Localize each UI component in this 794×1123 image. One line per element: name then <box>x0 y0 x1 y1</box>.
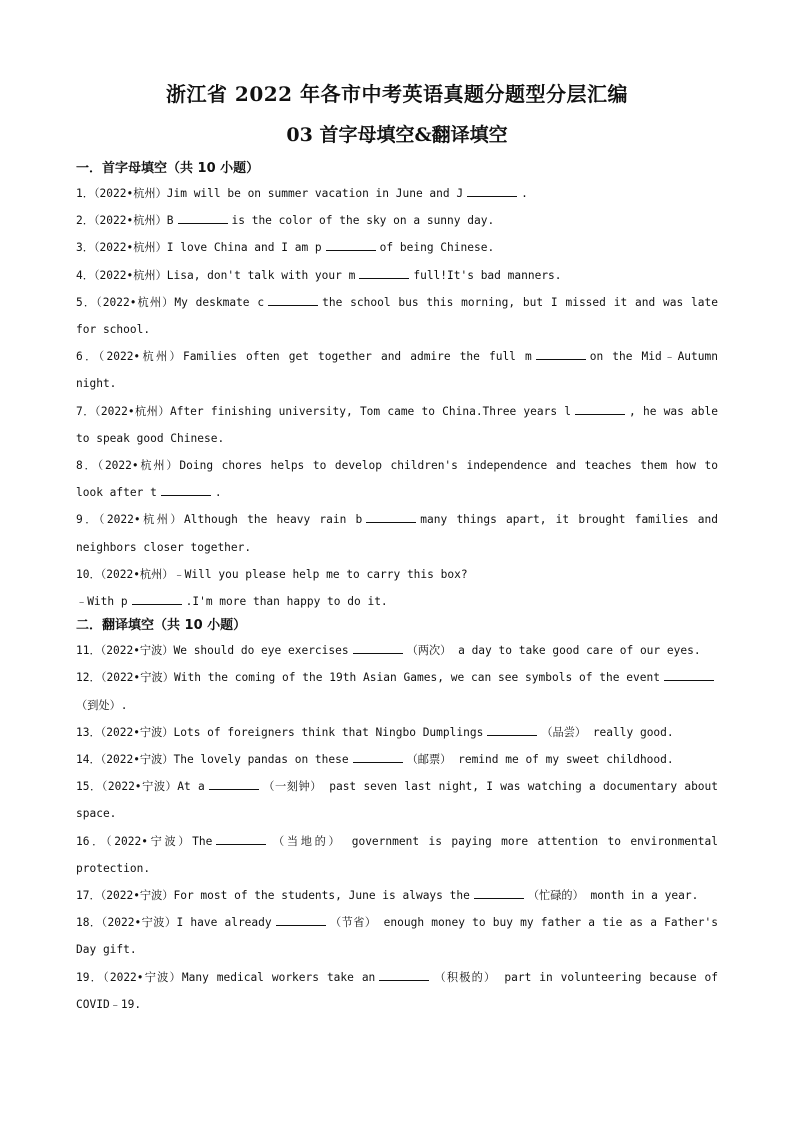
document-subtitle: 03 首字母填空&翻译填空 <box>286 124 508 146</box>
question-text: 2．（2022•杭州）B <box>76 214 174 228</box>
question-item <box>76 207 718 234</box>
question-text-after: （两次） a day to take good care of our eyes. <box>406 644 701 658</box>
answer-blank[interactable] <box>536 349 586 360</box>
question-text: 7．（2022•杭州）After finishing university, Tom came to China.Three years l <box>76 404 572 418</box>
question-item <box>76 882 718 909</box>
question-text: 13．（2022•宁波）Lots of foreigners think that Ningbo Dumplings <box>76 725 484 739</box>
question-item <box>76 561 718 615</box>
answer-blank[interactable] <box>178 213 228 224</box>
question-text-after: （节省） enough money to buy my father a tie as a Father's Day gift. <box>76 916 718 957</box>
section-heading: 一．首字母填空（共 10 小题） <box>76 161 260 176</box>
answer-blank[interactable] <box>161 485 211 496</box>
document-title: 浙江省 2022 年各市中考英语真题分题型分层汇编 <box>165 82 629 106</box>
question-text-after: , he was able to speak good Chinese. <box>76 404 718 445</box>
question-text-after: （一刻钟） past seven last night, I was watching a documentary about space. <box>76 780 719 821</box>
question-text: 12．（2022•宁波）With the coming of the 19th Asian Games, we can see symbols of the event <box>76 671 660 685</box>
question-item <box>76 664 718 718</box>
question-text: 17．（2022•宁波）For most of the students, June is always the <box>76 889 470 903</box>
question-text-after: is the color of the sky on a sunny day. <box>231 214 495 228</box>
question-text-after: （忙碌的） month in a year. <box>527 889 699 903</box>
answer-blank[interactable] <box>268 295 318 306</box>
question-item <box>76 343 718 397</box>
question-text-after: （邮票） remind me of my sweet childhood. <box>406 753 674 767</box>
question-text: 19．（2022•宁波）Many medical workers take an <box>76 970 376 984</box>
question-text-after: many things apart, it brought families and neighbors closer together. <box>76 513 718 554</box>
answer-blank[interactable] <box>664 670 714 681</box>
question-text-after: （到处）. <box>76 698 128 712</box>
question-text-after: full!It's bad manners. <box>413 268 562 282</box>
answer-blank[interactable] <box>216 834 266 845</box>
question-text-after: （积极的） part in volunteering because of COVID﹣19. <box>76 970 718 1011</box>
question-text: 16．（2022•宁波）The <box>76 834 213 848</box>
answer-blank[interactable] <box>132 594 182 605</box>
question-item <box>76 289 718 343</box>
question-item <box>76 262 718 289</box>
answer-blank[interactable] <box>474 888 524 899</box>
question-text: 11．（2022•宁波）We should do eye exercises <box>76 644 349 658</box>
question-text: 14．（2022•宁波）The lovely pandas on these <box>76 753 349 767</box>
question-text: 8．（2022•杭州）Doing chores helps to develop children's independence and teaches them how to look after t <box>76 459 718 500</box>
question-text-after: of being Chinese. <box>379 241 495 255</box>
question-text: 4．（2022•杭州）Lisa, don't talk with your m <box>76 268 356 282</box>
answer-blank[interactable] <box>353 643 403 654</box>
answer-blank[interactable] <box>487 725 537 736</box>
question-text-after: . <box>214 486 222 500</box>
question-item <box>76 398 718 452</box>
question-text: ﹣With p <box>76 595 128 609</box>
question-text-after: .I'm more than happy to do it. <box>185 595 388 609</box>
answer-blank[interactable] <box>353 752 403 763</box>
question-item <box>76 773 718 827</box>
question-text: 15．（2022•宁波）At a <box>76 780 205 794</box>
question-item <box>76 964 718 1018</box>
answer-blank[interactable] <box>326 240 376 251</box>
answer-blank[interactable] <box>575 404 625 415</box>
question-item <box>76 909 718 963</box>
question-text: 1．（2022•杭州）Jim will be on summer vacation in June and J <box>76 187 464 200</box>
answer-blank[interactable] <box>379 970 429 981</box>
answer-blank[interactable] <box>276 915 326 926</box>
question-text: 6．（2022•杭州）Families often get together and admire the full m <box>76 350 532 364</box>
answer-blank[interactable] <box>366 512 416 523</box>
question-item <box>76 637 718 664</box>
question-text-after: on the Mid﹣Autumn night. <box>76 350 718 391</box>
answer-blank[interactable] <box>467 186 517 197</box>
question-item <box>76 506 718 560</box>
question-item <box>76 180 718 207</box>
question-text-after: the school bus this morning, but I missed it and was late for school. <box>76 295 719 337</box>
answer-blank[interactable] <box>209 779 259 790</box>
question-text-after: （当地的） government is paying more attention to environmental protection. <box>76 834 718 875</box>
question-text: 18．（2022•宁波）I have already <box>76 916 272 930</box>
section-heading: 二．翻译填空（共 10 小题） <box>76 618 247 634</box>
question-text-after: . <box>521 187 528 200</box>
question-item <box>76 719 718 746</box>
question-text: 9．（2022•杭州）Although the heavy rain b <box>76 513 363 527</box>
question-text: 10．（2022•杭州）﹣Will you please help me to carry this box? <box>76 567 468 581</box>
answer-blank[interactable] <box>359 268 409 279</box>
question-text: 3．（2022•杭州）I love China and I am p <box>76 241 322 255</box>
question-text: 5．（2022•杭州）My deskmate c <box>76 295 265 309</box>
question-item <box>76 828 718 882</box>
question-text-after: （品尝） really good. <box>541 725 674 739</box>
question-item <box>76 452 718 506</box>
question-item <box>76 234 718 261</box>
question-list <box>76 158 718 1018</box>
question-item <box>76 746 718 773</box>
